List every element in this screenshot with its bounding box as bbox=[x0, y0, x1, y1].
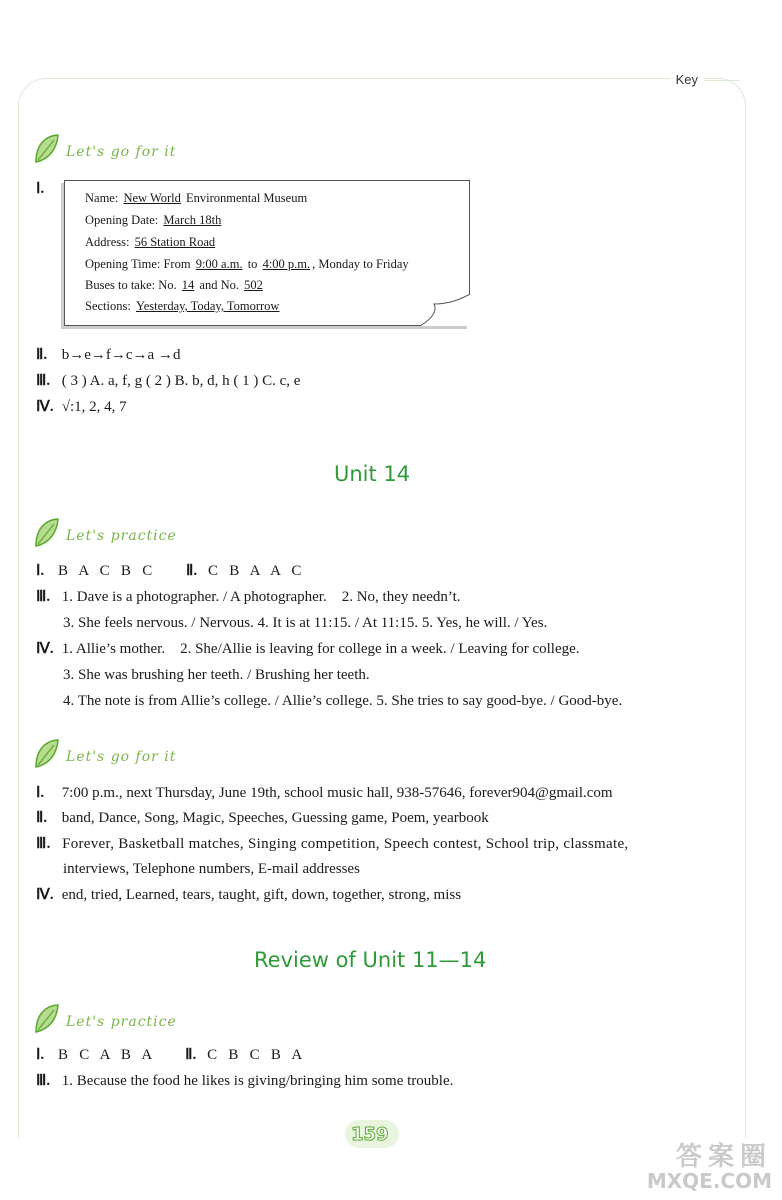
answer-line: 4. The note is from Allie’s college. / Allie’s college. 5. She tries to say good-bye. / Good-bye. bbox=[63, 693, 623, 709]
leaf-icon bbox=[32, 737, 62, 771]
section-heading-practice-2 bbox=[32, 1002, 177, 1036]
answer-line: Ⅲ. Forever, Basketball matches, Singing competition, Speech contest, School trip, classmate, bbox=[36, 836, 629, 852]
page-number: 159 bbox=[351, 1124, 389, 1145]
answer-line: Ⅰ. B C A B A Ⅱ. C B C B A bbox=[36, 1047, 303, 1063]
section-heading-go-for-it-2 bbox=[32, 737, 176, 771]
card-row-date: Opening Date: March 18th bbox=[85, 213, 222, 227]
watermark: 答案圈 MXQE.COM bbox=[646, 1142, 772, 1193]
answer-line: 3. She feels nervous. / Nervous. 4. It is at 11:15. / At 11:15. 5. Yes, he will. / Yes. bbox=[63, 615, 548, 631]
answer-line: Ⅲ. 1. Dave is a photographer. / A photographer. 2. No, they needn’t. bbox=[36, 589, 461, 605]
answer-line: 3. She was brushing her teeth. / Brushing her teeth. bbox=[63, 667, 370, 683]
card-row-time: Opening Time: From 9:00 a.m. to 4:00 p.m. , Monday to Friday bbox=[85, 257, 409, 271]
card-row-name: Name: New World Environmental Museum bbox=[85, 191, 308, 205]
review-title: Review of Unit 11—14 bbox=[254, 948, 487, 972]
card-row-buses: Buses to take: No. 14 and No. 502 bbox=[85, 278, 263, 292]
page-curl-icon bbox=[420, 294, 470, 326]
answer-line: Ⅳ. √:1, 2, 4, 7 bbox=[36, 399, 127, 415]
leaf-icon bbox=[32, 132, 62, 166]
section-title: Let's go for it bbox=[66, 749, 177, 765]
section-title: Let's practice bbox=[66, 1014, 177, 1030]
answer-line: Ⅳ. end, tried, Learned, tears, taught, gift, down, together, strong, miss bbox=[36, 887, 462, 903]
museum-info-card bbox=[64, 180, 470, 326]
answer-line: Ⅰ. 7:00 p.m., next Thursday, June 19th, school music hall, 938-57646, forever904@gmail.com bbox=[36, 785, 613, 801]
card-row-address: Address: 56 Station Road bbox=[85, 235, 216, 249]
unit-title: Unit 14 bbox=[334, 462, 411, 486]
section-title: Let's go for it bbox=[66, 144, 177, 160]
roman-numeral: Ⅰ. bbox=[36, 181, 45, 197]
answer-line: interviews, Telephone numbers, E-mail addresses bbox=[63, 861, 360, 877]
answer-line: Ⅰ. B A C B C Ⅱ. C B A A C bbox=[36, 563, 302, 579]
answer-line: Ⅱ. b→e→f→c→a →d bbox=[36, 347, 181, 363]
header-rule bbox=[700, 80, 740, 81]
section-title: Let's practice bbox=[66, 528, 177, 544]
header-key: Key bbox=[670, 72, 704, 87]
section-heading-go-for-it-1 bbox=[32, 132, 176, 166]
leaf-icon bbox=[32, 1002, 62, 1036]
card-row-sections: Sections: Yesterday, Today, Tomorrow bbox=[85, 299, 280, 313]
answer-line: Ⅲ. ( 3 ) A. a, f, g ( 2 ) B. b, d, h ( 1 ) C. c, e bbox=[36, 373, 301, 389]
answer-line: Ⅱ. band, Dance, Song, Magic, Speeches, Guessing game, Poem, yearbook bbox=[36, 810, 489, 826]
answer-line: Ⅲ. 1. Because the food he likes is giving/bringing him some trouble. bbox=[36, 1073, 454, 1089]
leaf-icon bbox=[32, 516, 62, 550]
answer-line: Ⅳ. 1. Allie’s mother. 2. She/Allie is leaving for college in a week. / Leaving for college. bbox=[36, 641, 580, 657]
section-heading-practice-1 bbox=[32, 516, 177, 550]
